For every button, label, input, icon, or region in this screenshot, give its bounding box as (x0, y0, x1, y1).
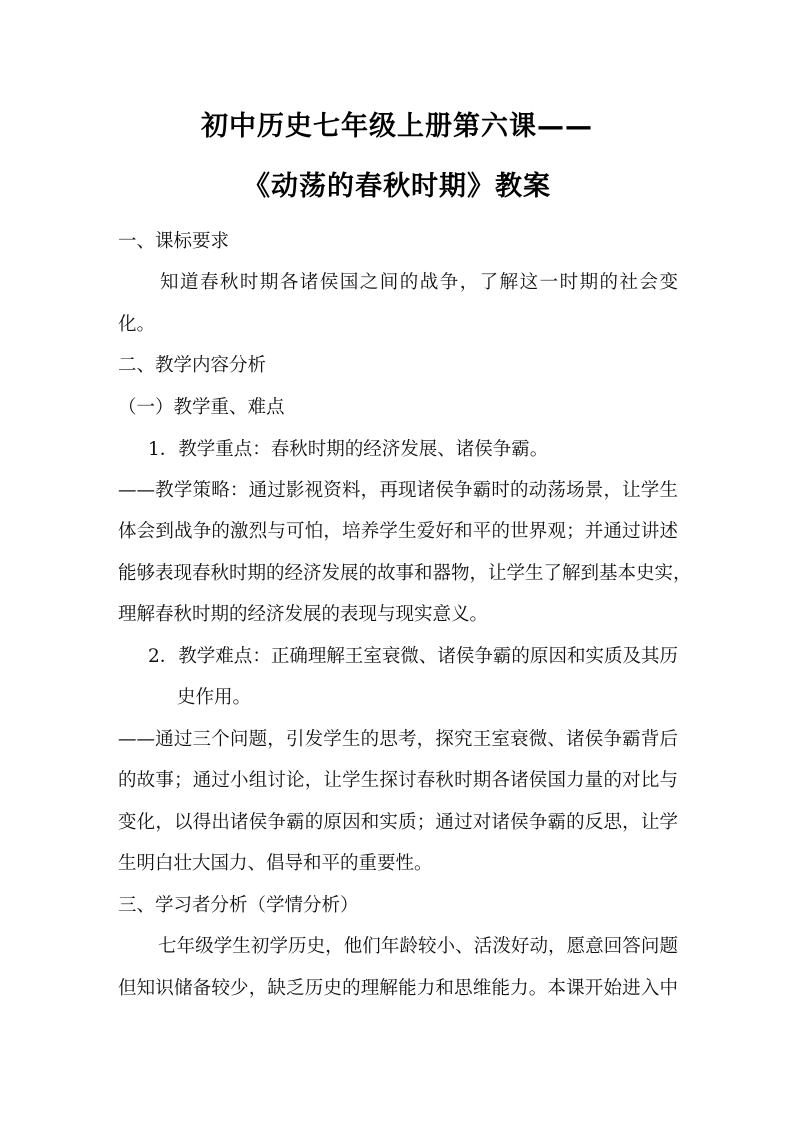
paragraph-line: 体会到战争的激烈与可怕，培养学生爱好和平的世界观；并通过讲述 (118, 521, 678, 542)
paragraph-line: 但知识储备较少，缺乏历史的理解能力和思维能力。本课开始进入中 (118, 978, 678, 999)
section-heading-content-analysis: 二、教学内容分析 (118, 355, 267, 376)
paragraph-line: 生明白壮大国力、倡导和平的重要性。 (118, 853, 433, 874)
paragraph-line: 能够表现春秋时期的经济发展的故事和器物，让学生了解到基本史实， (118, 563, 692, 584)
list-item-continuation: 史作用。 (177, 687, 252, 708)
paragraph-line: ——教学策略：通过影视资料，再现诸侯争霸时的动荡场景，让学生 (118, 480, 678, 501)
paragraph-line: 化。 (118, 314, 156, 335)
document-title-line-1: 初中历史七年级上册第六课—— (201, 111, 593, 142)
subsection-heading: （一）教学重、难点 (118, 397, 285, 418)
paragraph-line: 知道春秋时期各诸侯国之间的战争，了解这一时期的社会变 (160, 272, 678, 293)
list-item-difficult-point: 2．教学难点：正确理解王室衰微、诸侯争霸的原因和实质及其历 (148, 646, 678, 667)
paragraph-line: 的故事；通过小组讨论，让学生探讨春秋时期各诸侯国力量的对比与 (118, 770, 678, 791)
section-heading-curriculum: 一、课标要求 (118, 231, 230, 252)
paragraph-line: 七年级学生初学历史，他们年龄较小、活泼好动，愿意回答问题 (158, 936, 678, 957)
document-title-line-2: 《动荡的春秋时期》教案 (243, 171, 551, 202)
section-heading-learner-analysis: 三、学习者分析（学情分析） (118, 895, 359, 916)
paragraph-line: ——通过三个问题，引发学生的思考，探究王室衰微、诸侯争霸背后 (118, 729, 678, 750)
list-item-key-point: 1．教学重点：春秋时期的经济发展、诸侯争霸。 (148, 439, 549, 460)
paragraph-line: 变化，以得出诸侯争霸的原因和实质；通过对诸侯争霸的反思，让学 (118, 812, 678, 833)
paragraph-line: 理解春秋时期的经济发展的表现与现实意义。 (118, 604, 489, 625)
